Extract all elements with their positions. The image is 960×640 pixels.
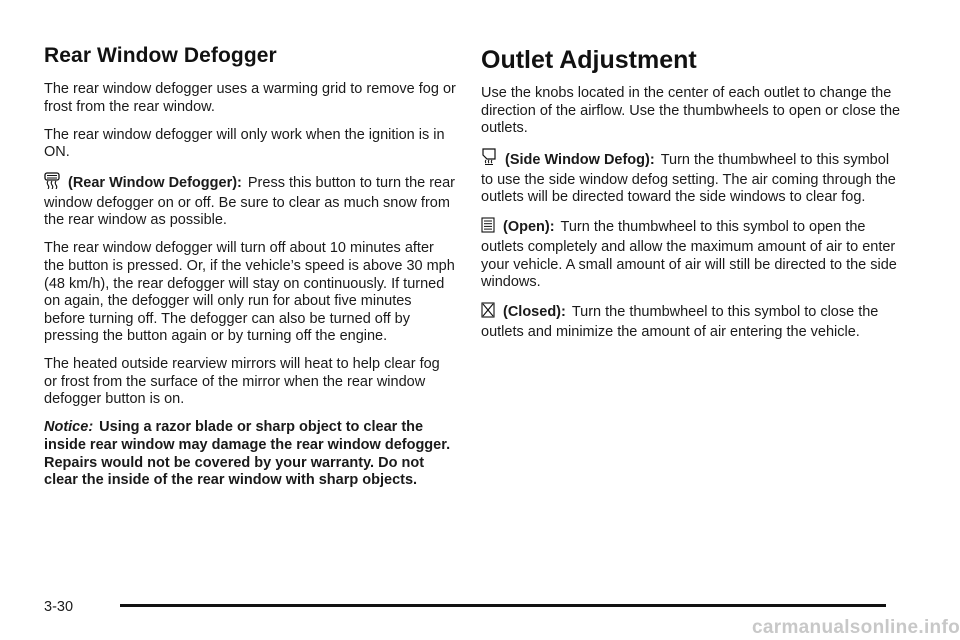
- paragraph: The heated outside rearview mirrors will heat to help clear fog or frost from the surface of the mirror when the rear window defogger button is on.: [44, 356, 440, 408]
- footer-rule: [120, 604, 886, 607]
- item-text: Turn the thumbwheel to this symbol to open the outlets completely and allow the maximum amount of air to enter your vehicle. A small amount of air will still be directed to the side windows.: [481, 219, 897, 291]
- item-side-window-defog: [481, 148, 901, 207]
- notice-text: Using a razor blade or sharp object to clear the inside rear window may damage the rear window defogger. Repairs would not be covered by your warranty. Do not clear the inside of the rear window with sharp objects.: [44, 419, 451, 489]
- left-body: [44, 81, 456, 500]
- paragraph: The rear window defogger will turn off about 10 minutes after the button is pressed. Or, if the vehicle’s speed is above 30 mph (48 km/h), the rear defogger will stay on continuously. If turned on again, the defogger will only run for about five minutes before turning off. The defogger can also be turned off by pressing the button again or by turning off the engine.: [44, 240, 455, 345]
- right-body: [481, 85, 901, 352]
- watermark: carmanualsonline.info: [752, 617, 960, 638]
- paragraph: The rear window defogger uses a warming grid to remove fog or frost from the rear window.: [44, 81, 456, 115]
- page-number: 3-30: [44, 599, 74, 615]
- outlet-open-icon: [481, 217, 495, 239]
- item-open: [481, 217, 901, 291]
- paragraph: Use the knobs located in the center of each outlet to change the direction of the airflow. Use the thumbwheels to open or close the outlets.: [481, 85, 901, 137]
- button-description: [44, 172, 456, 230]
- item-label: (Side Window Defog):: [505, 152, 655, 169]
- notice: [44, 419, 456, 489]
- outlet-closed-icon: [481, 302, 495, 324]
- item-text: Press this button to turn the rear window defogger on or off. Be sure to clear as much snow from the rear window as possible.: [44, 175, 456, 229]
- item-text: Turn the thumbwheel to this symbol to close the outlets and minimize the amount of air entering the vehicle.: [481, 304, 879, 340]
- section-title-rear-window-defogger: Rear Window Defogger: [44, 44, 277, 67]
- item-label: (Open):: [503, 219, 555, 236]
- item-label: (Closed):: [503, 304, 566, 321]
- side-window-defog-icon: [481, 148, 497, 172]
- item-text: Turn the thumbwheel to this symbol to use the side window defog setting. The air coming through the outlets will be directed toward the side windows to clear fog.: [481, 152, 896, 206]
- rear-defogger-icon: [44, 172, 60, 195]
- paragraph: The rear window defogger will only work when the ignition is in ON.: [44, 126, 445, 161]
- item-closed: [481, 302, 901, 341]
- item-label: (Rear Window Defogger):: [68, 175, 242, 192]
- section-title-outlet-adjustment: Outlet Adjustment: [481, 46, 697, 74]
- notice-label: Notice:: [44, 419, 94, 436]
